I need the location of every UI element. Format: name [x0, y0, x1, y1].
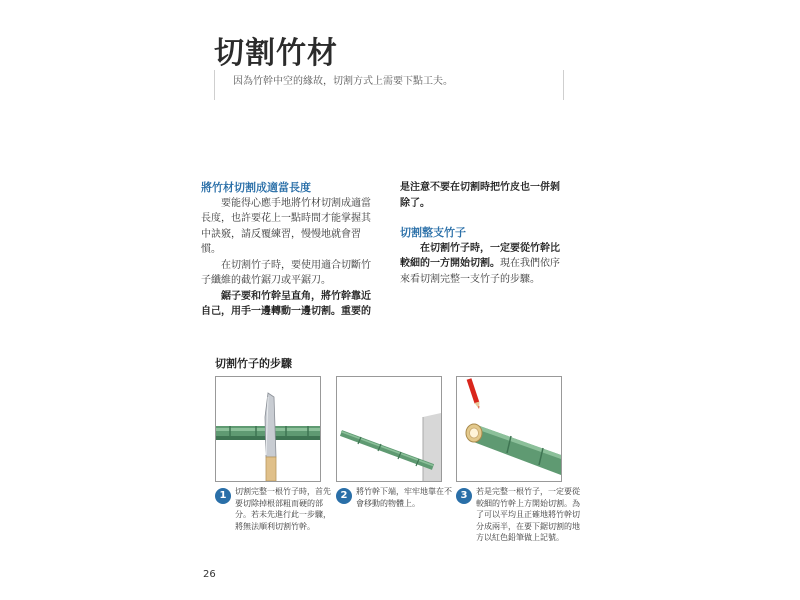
step-3-text: 若是完整一根竹子，一定要從較細的竹幹上方開始切割。為了可以平均且正確地將竹幹切分成兩半，在要下鋸切割的地方以紅色鉛筆做上記號。	[476, 487, 580, 542]
page-number: 26	[203, 569, 216, 580]
right-paragraph	[400, 241, 566, 288]
left-paragraph-3: 鋸子要和竹幹呈直角，將竹幹靠近自己，用手一邊轉動一邊切割。重要的	[201, 290, 371, 317]
step-3-illustration	[456, 376, 562, 482]
subtitle-bar	[214, 70, 564, 100]
steps-title: 切割竹子的步驟	[215, 357, 292, 370]
step-1-number: 1	[215, 488, 231, 504]
left-paragraph-2: 在切割竹子時，要使用適合切斷竹子纖維的截竹鋸刀或平鋸刀。	[201, 259, 371, 286]
left-column	[201, 180, 378, 320]
right-paragraph-bold: 在切割竹子時，一定要從竹幹比較細的一方開始切割。	[400, 242, 560, 269]
subtitle: 因為竹幹中空的緣故，切割方式上需要下點工夫。	[233, 76, 453, 87]
page-title: 切割竹材	[214, 36, 338, 71]
right-column	[400, 180, 566, 287]
step-1-illustration	[215, 376, 321, 482]
step-3-number: 3	[456, 488, 472, 504]
right-continuation: 是注意不要在切割時把竹皮也一併剝除了。	[400, 182, 560, 209]
step-2-number: 2	[336, 488, 352, 504]
bamboo-wall-illustration	[337, 377, 441, 481]
step-2-illustration	[336, 376, 442, 482]
bamboo-saw-illustration	[216, 377, 320, 481]
step-2-text: 將竹幹下端，牢牢地靠在不會移動的物體上。	[356, 487, 452, 508]
left-paragraph-1: 要能得心應手地將竹材切割成適當長度，也許要花上一點時間才能掌握其中訣竅，請反覆練習，慢慢地就會習慣。	[201, 197, 371, 255]
right-paragraph-rest: 現在我們依序來看切割完整一支竹子的步驟。	[400, 258, 560, 285]
right-heading: 切割整支竹子	[400, 226, 466, 239]
bamboo-pencil-illustration	[457, 377, 561, 481]
step-1-text: 切割完整一根竹子時，首先要切除掉根部粗而硬的部分。若未先進行此一步驟，將無法順利切割竹幹。	[235, 487, 331, 531]
left-heading: 將竹材切割成適當長度	[201, 181, 311, 194]
